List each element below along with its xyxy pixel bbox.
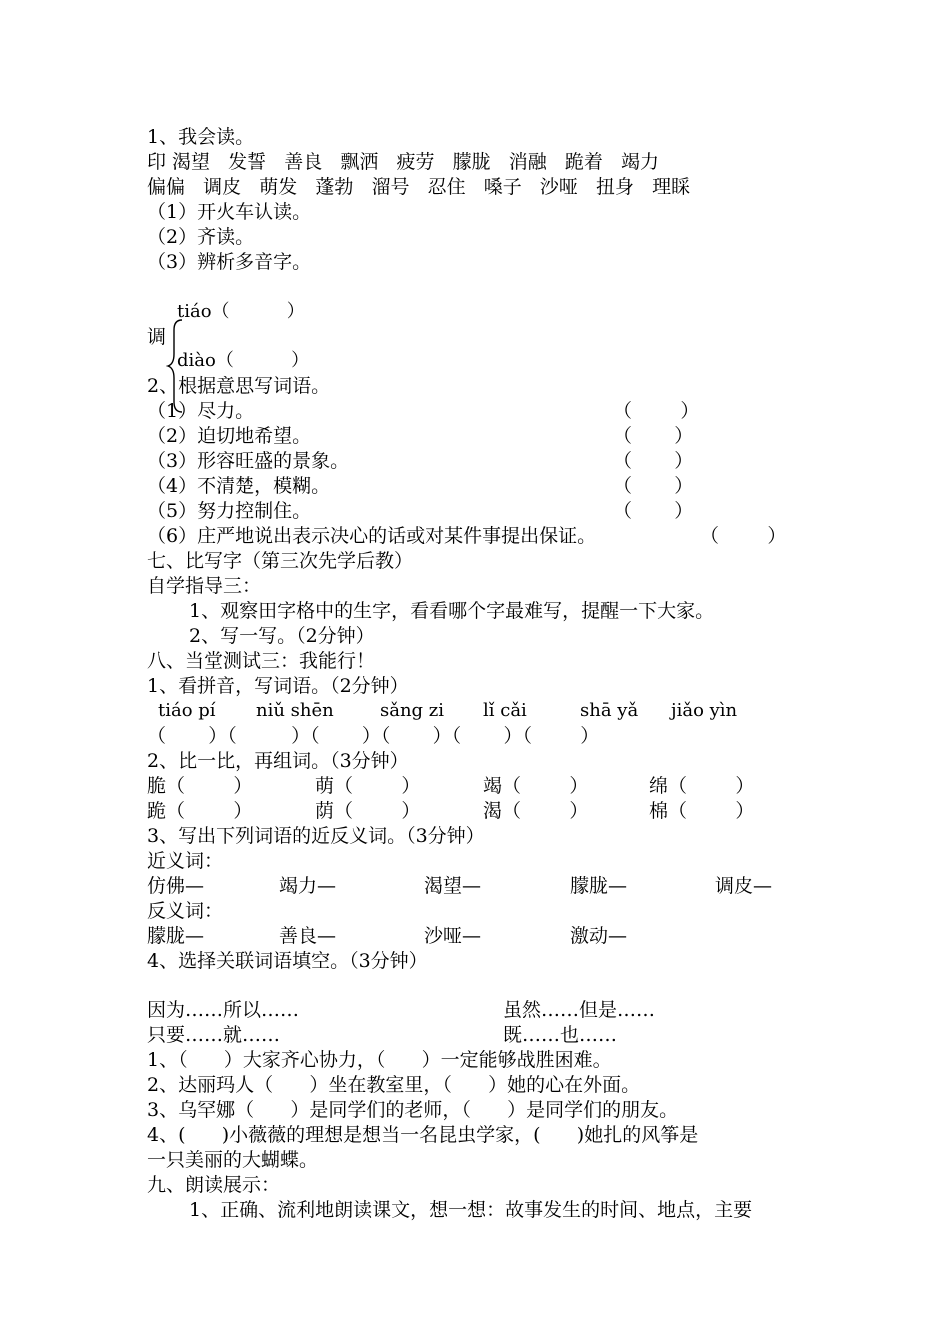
read-1: 1、正确、流利地朗读课文，想一想：故事发生的时间、地点，主要: [189, 1199, 753, 1221]
ant-4: 激动—: [570, 925, 628, 947]
pinyin-1: tiáo pí: [158, 700, 216, 721]
fill-2: 2、达丽玛人（ ）坐在教室里，（ ）她的心在外面。: [147, 1074, 641, 1096]
ant-1: 朦胧—: [147, 925, 205, 947]
def-blank-5: （ ）: [613, 500, 694, 522]
conj-4: 既……也……: [503, 1024, 618, 1046]
ant-2: 善良—: [279, 925, 337, 947]
diao-pinyin: diào（ ）: [177, 350, 310, 371]
sec1-title: 1、我会读。: [147, 126, 255, 148]
q3-title: 3、写出下列词语的近反义词。（3分钟）: [147, 825, 485, 847]
compare-2-3: 渴（ ）: [483, 800, 589, 822]
pinyin-blanks: （ ）（ ）（ ）（ ）（ ）（ ）: [147, 725, 600, 747]
compare-2-2: 荫（ ）: [315, 800, 421, 822]
ant-label: 反义词：: [147, 900, 224, 922]
ant-3: 沙哑—: [424, 925, 482, 947]
sec8-title: 八、当堂测试三：我能行！: [147, 650, 376, 672]
q1-title: 1、看拼音，写词语。（2分钟）: [147, 675, 409, 697]
def-item-2: （2）迫切地希望。: [147, 425, 312, 447]
syn-3: 渴望—: [424, 875, 482, 897]
compare-2-4: 棉（ ）: [649, 800, 755, 822]
def-item-5: （5）努力控制住。: [147, 500, 312, 522]
def-blank-4: （ ）: [613, 475, 694, 497]
syn-2: 竭力—: [279, 875, 337, 897]
def-item-6: （6）庄严地说出表示决心的话或对某件事提出保证。: [147, 525, 597, 547]
syn-4: 朦胧—: [570, 875, 628, 897]
def-item-1: （1）尽力。: [147, 400, 255, 422]
def-blank-6: （ ）: [700, 525, 787, 547]
conj-2: 虽然……但是……: [503, 999, 656, 1021]
conj-1: 因为……所以……: [147, 999, 300, 1021]
fill-1: 1、（ ）大家齐心协力，（ ）一定能够战胜困难。: [147, 1049, 612, 1071]
guide-label: 自学指导三：: [147, 575, 262, 597]
def-blank-2: （ ）: [613, 425, 694, 447]
pinyin-3: sǎng zi: [380, 700, 445, 721]
compare-1-4: 绵（ ）: [649, 775, 755, 797]
conj-3: 只要……就……: [147, 1024, 281, 1046]
word-list-1: 印 渴望 发誓 善良 飘洒 疲劳 朦胧 消融 跪着 竭力: [147, 151, 659, 173]
pinyin-6: jiǎo yìn: [671, 700, 738, 721]
pinyin-4: lǐ cǎi: [483, 700, 527, 721]
guide-2: 2、写一写。（2分钟）: [189, 625, 375, 647]
def-item-3: （3）形容旺盛的景象。: [147, 450, 350, 472]
pinyin-5: shā yǎ: [580, 700, 639, 721]
compare-2-1: 跪（ ）: [147, 800, 253, 822]
def-blank-3: （ ）: [613, 450, 694, 472]
syn-5: 调皮—: [715, 875, 773, 897]
step-1: （1）开火车认读。: [147, 201, 312, 223]
sec7-title: 七、比写字（第三次先学后教）: [147, 550, 414, 572]
sec2-title: 2、根据意思写词语。: [147, 375, 331, 397]
tiao-pinyin: tiáo（ ）: [177, 301, 305, 322]
step-2: （2）齐读。: [147, 226, 255, 248]
diao-char: 调: [147, 326, 167, 348]
syn-label: 近义词：: [147, 850, 224, 872]
compare-1-3: 竭（ ）: [483, 775, 589, 797]
step-3: （3）辨析多音字。: [147, 251, 312, 273]
fill-4a: 4、( )小薇薇的理想是想当一名昆虫学家，( )她扎的风筝是: [147, 1124, 699, 1146]
fill-4b: 一只美丽的大蝴蝶。: [147, 1149, 319, 1171]
q4-title: 4、选择关联词语填空。（3分钟）: [147, 950, 428, 972]
syn-1: 仿佛—: [147, 875, 205, 897]
sec9-title: 九、朗读展示：: [147, 1174, 281, 1196]
compare-1-1: 脆（ ）: [147, 775, 253, 797]
guide-1: 1、观察田字格中的生字，看看哪个字最难写，提醒一下大家。: [189, 600, 715, 622]
def-item-4: （4）不清楚，模糊。: [147, 475, 331, 497]
word-list-2: 偏偏 调皮 萌发 蓬勃 溜号 忍住 嗓子 沙哑 扭身 理睬: [147, 176, 691, 198]
q2-title: 2、比一比，再组词。（3分钟）: [147, 750, 409, 772]
def-blank-1: （ ）: [613, 400, 700, 422]
pinyin-2: niǔ shēn: [256, 700, 334, 721]
compare-1-2: 萌（ ）: [315, 775, 421, 797]
fill-3: 3、乌罕娜（ ）是同学们的老师，（ ）是同学们的朋友。: [147, 1099, 679, 1121]
